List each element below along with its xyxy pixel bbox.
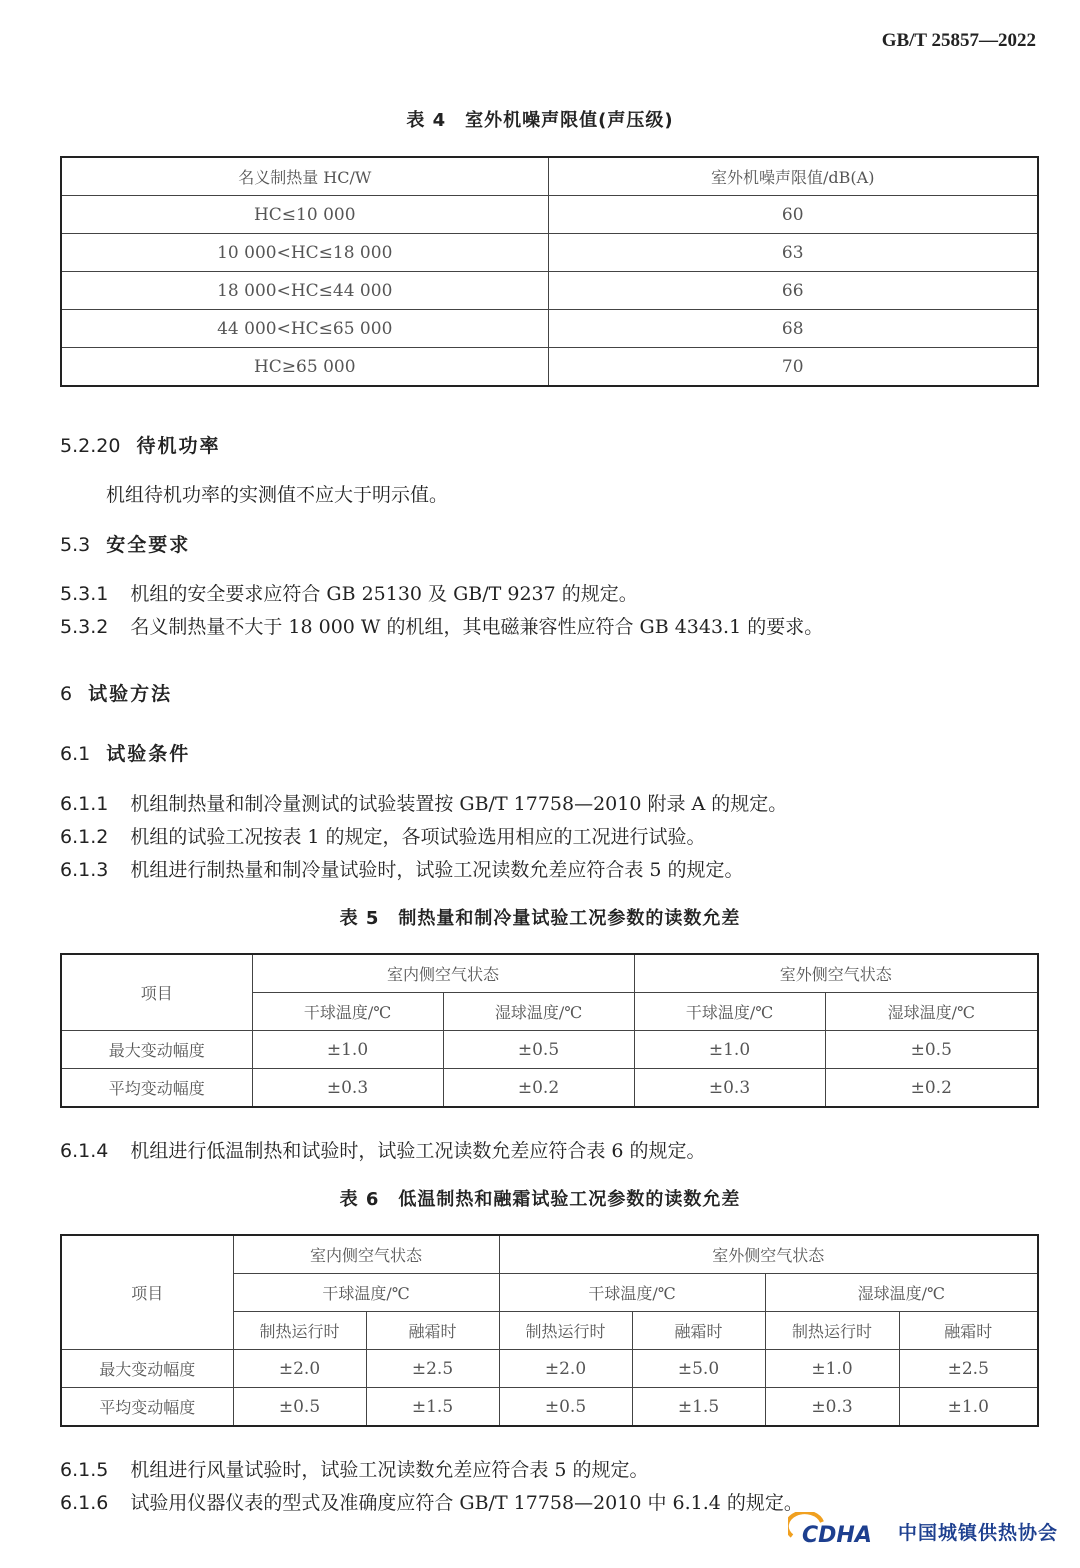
- table-cell: ±2.5: [899, 1350, 1038, 1388]
- table4-caption: 表 4 室外机噪声限值(声压级): [406, 110, 674, 131]
- clause-text: 名义制热量不大于 18 000 W 的机组，其电磁兼容性应符合 GB 4343.1 的要求。: [130, 616, 824, 638]
- watermark-org-name: 中国城镇供热协会: [898, 1522, 1059, 1544]
- row-label: 平均变动幅度: [61, 1069, 252, 1108]
- table6-outdoor-group: 室外侧空气状态: [499, 1235, 1038, 1274]
- table-cell: HC≥65 000: [61, 348, 548, 387]
- table-row: [61, 234, 1038, 272]
- table-cell: ±0.3: [765, 1388, 899, 1427]
- table-cell: ±1.5: [632, 1388, 765, 1427]
- table-cell: 70: [548, 348, 1038, 387]
- row-label: 平均变动幅度: [61, 1388, 233, 1427]
- row-label: 最大变动幅度: [61, 1031, 252, 1069]
- table-subheader: 融霜时: [899, 1312, 1038, 1350]
- clause-6-1-3: [60, 855, 1050, 882]
- clause-number: 6.1.1: [60, 793, 109, 815]
- cdha-watermark: [788, 1512, 1058, 1552]
- clause-text: 机组的安全要求应符合 GB 25130 及 GB/T 9237 的规定。: [130, 583, 638, 605]
- clause-text: 机组进行制热量和制冷量试验时，试验工况读数允差应符合表 5 的规定。: [130, 859, 744, 881]
- table-cell: ±1.0: [634, 1031, 825, 1069]
- clause-text: 机组的试验工况按表 1 的规定，各项试验选用相应的工况进行试验。: [130, 826, 706, 848]
- table-cell: ±0.3: [634, 1069, 825, 1108]
- clause-5-3-2: [60, 612, 1050, 639]
- section-6-heading: [60, 679, 172, 706]
- table6-item-header: 项目: [61, 1235, 233, 1350]
- clause-number: 6.1.2: [60, 826, 109, 848]
- table-cell: ±0.2: [443, 1069, 634, 1108]
- table-row: [61, 310, 1038, 348]
- clause-text: 机组进行风量试验时，试验工况读数允差应符合表 5 的规定。: [130, 1459, 649, 1481]
- table-subheader: 湿球温度/℃: [825, 993, 1038, 1031]
- table-cell: ±2.0: [233, 1350, 366, 1388]
- section-title: 试验条件: [106, 743, 191, 765]
- clause-6-1-1: [60, 789, 1050, 816]
- clause-text: 试验用仪器仪表的型式及准确度应符合 GB/T 17758—2010 中 6.1.4 的规定。: [130, 1492, 803, 1514]
- table6: [60, 1234, 1039, 1427]
- section-5-2-20-text: 机组待机功率的实测值不应大于明示值。: [106, 484, 449, 506]
- table-subheader: 干球温度/℃: [499, 1274, 765, 1312]
- clause-number: 6.1.4: [60, 1140, 109, 1162]
- table-subheader: 干球温度/℃: [233, 1274, 499, 1312]
- table-cell: ±1.0: [899, 1388, 1038, 1427]
- table4-header-noise: 室外机噪声限值/dB(A): [548, 157, 1038, 196]
- section-number: 6: [60, 683, 73, 705]
- table5: [60, 953, 1039, 1108]
- table-subheader: 湿球温度/℃: [443, 993, 634, 1031]
- table-header-row: [61, 954, 1038, 993]
- table-cell: 63: [548, 234, 1038, 272]
- table-cell: 10 000<HC≤18 000: [61, 234, 548, 272]
- table-row: [61, 1388, 1038, 1427]
- table-row: [61, 1031, 1038, 1069]
- table-cell: ±2.5: [366, 1350, 499, 1388]
- table-cell: ±0.5: [499, 1388, 632, 1427]
- section-number: 5.2.20: [60, 435, 121, 457]
- clause-5-3-1: [60, 579, 1050, 606]
- clause-text: 机组进行低温制热和试验时，试验工况读数允差应符合表 6 的规定。: [130, 1140, 706, 1162]
- table-subheader: 融霜时: [366, 1312, 499, 1350]
- table-cell: ±1.5: [366, 1388, 499, 1427]
- clause-text: 机组制热量和制冷量测试的试验装置按 GB/T 17758—2010 附录 A 的规定。: [130, 793, 788, 815]
- row-label: 最大变动幅度: [61, 1350, 233, 1388]
- standard-code: GB/T 25857—2022: [881, 30, 1036, 51]
- table-subheader: 湿球温度/℃: [765, 1274, 1038, 1312]
- table-cell: ±0.2: [825, 1069, 1038, 1108]
- clause-6-1-2: [60, 822, 1050, 849]
- table-subheader: 制热运行时: [499, 1312, 632, 1350]
- clause-6-1-5: [60, 1455, 1050, 1482]
- section-5-3-heading: [60, 530, 190, 557]
- logo-text: CDHA: [802, 1523, 872, 1548]
- table5-indoor-group: 室内侧空气状态: [252, 954, 634, 993]
- table-cell: 44 000<HC≤65 000: [61, 310, 548, 348]
- clause-number: 6.1.6: [60, 1492, 109, 1514]
- clause-number: 5.3.1: [60, 583, 109, 605]
- table-cell: ±0.5: [825, 1031, 1038, 1069]
- table-cell: ±0.3: [252, 1069, 443, 1108]
- table-cell: ±1.0: [765, 1350, 899, 1388]
- table-cell: 60: [548, 196, 1038, 234]
- cdha-logo-icon: [788, 1512, 892, 1552]
- table-row: [61, 348, 1038, 387]
- clause-number: 6.1.5: [60, 1459, 109, 1481]
- table-header-row: [61, 1235, 1038, 1274]
- table-cell: 66: [548, 272, 1038, 310]
- table-cell: ±0.5: [233, 1388, 366, 1427]
- table-row: [61, 1069, 1038, 1108]
- table-cell: ±5.0: [632, 1350, 765, 1388]
- clause-6-1-4: [60, 1136, 1050, 1163]
- table-cell: HC≤10 000: [61, 196, 548, 234]
- table5-caption: 表 5 制热量和制冷量试验工况参数的读数允差: [339, 908, 741, 929]
- table-row: [61, 272, 1038, 310]
- clause-number: 6.1.3: [60, 859, 109, 881]
- table4: [60, 156, 1039, 387]
- section-title: 待机功率: [136, 435, 221, 457]
- section-5-2-20-heading: [60, 431, 220, 458]
- clause-6-1-6: [60, 1488, 1050, 1515]
- clause-number: 5.3.2: [60, 616, 109, 638]
- table-cell: ±1.0: [252, 1031, 443, 1069]
- table-row: [61, 196, 1038, 234]
- table6-indoor-group: 室内侧空气状态: [233, 1235, 499, 1274]
- table-row: [61, 1350, 1038, 1388]
- section-6-1-heading: [60, 739, 190, 766]
- section-number: 5.3: [60, 534, 91, 556]
- table4-header-capacity: 名义制热量 HC/W: [61, 157, 548, 196]
- section-number: 6.1: [60, 743, 91, 765]
- table-cell: ±2.0: [499, 1350, 632, 1388]
- table5-item-header: 项目: [61, 954, 252, 1031]
- table-header-row: [61, 157, 1038, 196]
- table-cell: 68: [548, 310, 1038, 348]
- table6-caption: 表 6 低温制热和融霜试验工况参数的读数允差: [339, 1189, 741, 1210]
- section-title: 安全要求: [106, 534, 191, 556]
- table5-outdoor-group: 室外侧空气状态: [634, 954, 1038, 993]
- table-subheader: 制热运行时: [765, 1312, 899, 1350]
- table-subheader: 干球温度/℃: [252, 993, 443, 1031]
- table-cell: 18 000<HC≤44 000: [61, 272, 548, 310]
- table-subheader: 干球温度/℃: [634, 993, 825, 1031]
- section-title: 试验方法: [88, 683, 173, 705]
- table-cell: ±0.5: [443, 1031, 634, 1069]
- table-subheader: 融霜时: [632, 1312, 765, 1350]
- table-subheader: 制热运行时: [233, 1312, 366, 1350]
